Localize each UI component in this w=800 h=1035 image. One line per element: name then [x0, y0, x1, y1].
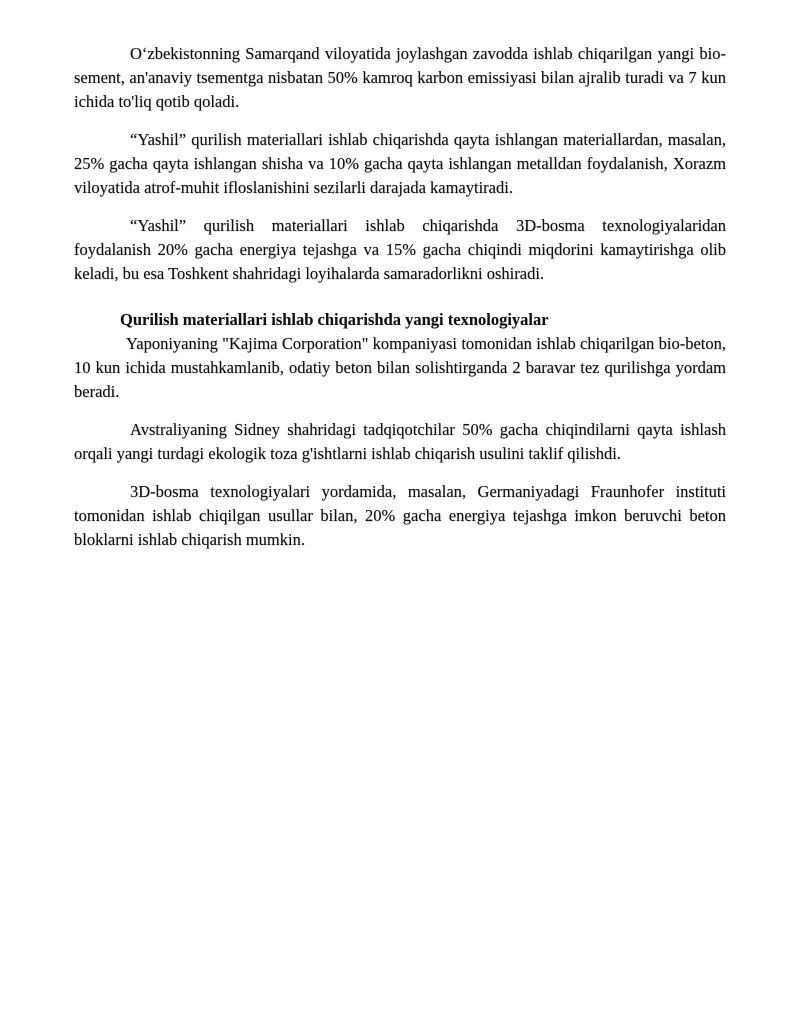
paragraph-3d-printing-tashkent: “Yashil” qurilish materiallari ishlab chiqarishda 3D-bosma texnologiyalaridan foydalanish 20% gacha energiya tejashga va 15% gacha chiqindi miqdorini kamaytirishga olib keladi, bu esa Toshkent shahridagi loyihalarda samaradorlikni oshiradi.	[74, 216, 726, 283]
paragraph-recycled-materials-khorezm: “Yashil” qurilish materiallari ishlab chiqarishda qayta ishlangan materiallardan, masalan, 25% gacha qayta ishlangan shisha va 10% gacha qayta ishlangan metalldan foydalanish, Xorazm viloyatida atrof-muhit ifloslanishini sezilarli darajada kamaytiradi.	[74, 130, 726, 197]
paragraph-bio-cement-samarkand: O‘zbekistonning Samarqand viloyatida joylashgan zavodda ishlab chiqarilgan yangi bio-sement, an'anaviy tsementga nisbatan 50% kamroq karbon emissiyasi bilan ajralib turadi va 7 kun ichida to'liq qotib qoladi.	[74, 44, 726, 111]
paragraph-sydney-eco-bricks: Avstraliyaning Sidney shahridagi tadqiqotchilar 50% gacha chiqindilarni qayta ishlash orqali yangi turdagi ekologik toza g'ishtlarni ishlab chiqarish usulini taklif qilishdi.	[74, 420, 726, 463]
paragraph-fraunhofer-concrete-blocks: 3D-bosma texnologiyalari yordamida, masalan, Germaniyadagi Fraunhofer instituti tomonidan ishlab chiqilgan usullar bilan, 20% gacha energiya tejashga imkon beruvchi beton bloklarni ishlab chiqarish mumkin.	[74, 482, 726, 549]
document-page	[74, 42, 726, 566]
section-heading: Qurilish materiallari ishlab chiqarishda yangi texnologiyalar	[120, 310, 549, 329]
paragraph-kajima-bio-concrete: Yaponiyaning "Kajima Corporation" kompaniyasi tomonidan ishlab chiqarilgan bio-beton, 10 kun ichida mustahkamlanib, odatiy beton bilan solishtirganda 2 baravar tez qurilishga yordam beradi.	[74, 334, 726, 401]
